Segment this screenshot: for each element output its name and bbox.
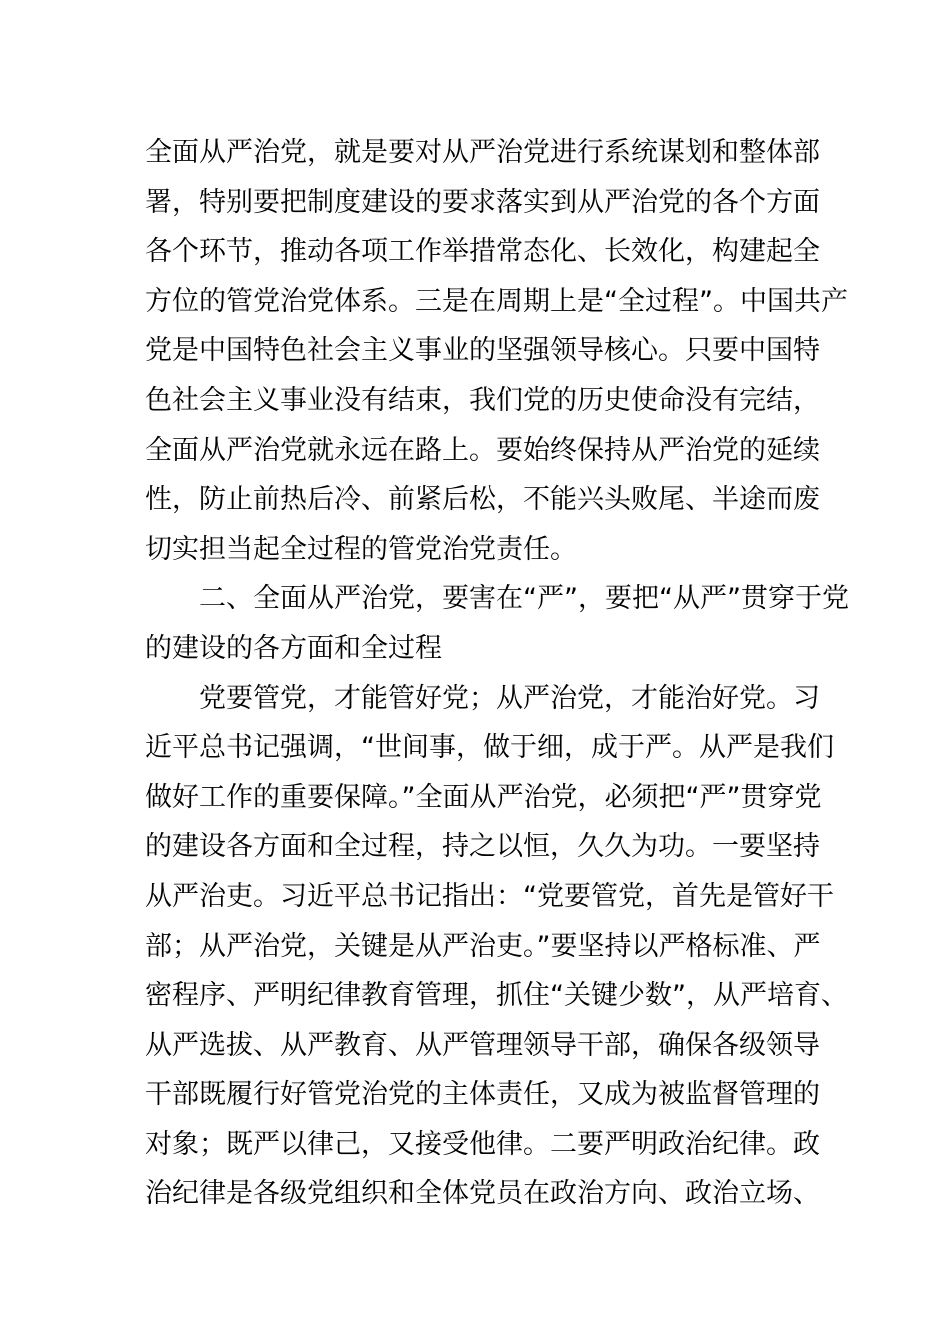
text-line: 党是中国特色社会主义事业的坚强领导核心。只要中国特: [145, 335, 820, 367]
text-line: 的建设各方面和全过程，持之以恒，久久为功。一要坚持: [145, 831, 820, 863]
section-heading-line: 二、全面从严治党，要害在“严”，要把“从严”贯穿于党: [199, 583, 849, 615]
text-line: 各个环节，推动各项工作举措常态化、长效化，构建起全: [145, 236, 820, 268]
text-line: 署，特别要把制度建设的要求落实到从严治党的各个方面: [145, 186, 820, 218]
paragraph-start-line: 党要管党，才能管好党；从严治党，才能治好党。习: [199, 682, 820, 714]
text-line: 色社会主义事业没有结束，我们党的历史使命没有完结，: [145, 384, 820, 416]
body-text: [145, 128, 849, 1219]
section-heading-line: 的建设的各方面和全过程: [145, 632, 442, 664]
text-line: 干部既履行好管党治党的主体责任，又成为被监督管理的: [145, 1079, 820, 1111]
text-line: 性，防止前热后冷、前紧后松，不能兴头败尾、半途而废: [145, 484, 820, 516]
text-line: 从严选拔、从严教育、从严管理领导干部，确保各级领导: [145, 1029, 820, 1061]
text-line: 密程序、严明纪律教育管理，抓住“关键少数”，从严培育、: [145, 980, 848, 1012]
text-line: 部；从严治党，关键是从严治吏。”要坚持以严格标准、严: [145, 930, 821, 962]
text-line: 做好工作的重要保障。”全面从严治党，必须把“严”贯穿党: [145, 781, 822, 813]
text-line: 全面从严治党就永远在路上。要始终保持从严治党的延续: [145, 434, 820, 466]
text-line: 对象；既严以律己，又接受他律。二要严明政治纪律。政: [145, 1128, 820, 1160]
text-line: 治纪律是各级党组织和全体党员在政治方向、政治立场、: [145, 1178, 820, 1210]
text-line: 近平总书记强调，“世间事，做于细，成于严。从严是我们: [145, 732, 834, 764]
text-line: 切实担当起全过程的管党治党责任。: [145, 533, 577, 565]
text-line: 全面从严治党，就是要对从严治党进行系统谋划和整体部: [145, 137, 820, 168]
text-line: 方位的管党治党体系。三是在周期上是“全过程”。中国共产: [145, 285, 848, 317]
text-line: 从严治吏。习近平总书记指出：“党要管党，首先是管好干: [145, 880, 834, 912]
